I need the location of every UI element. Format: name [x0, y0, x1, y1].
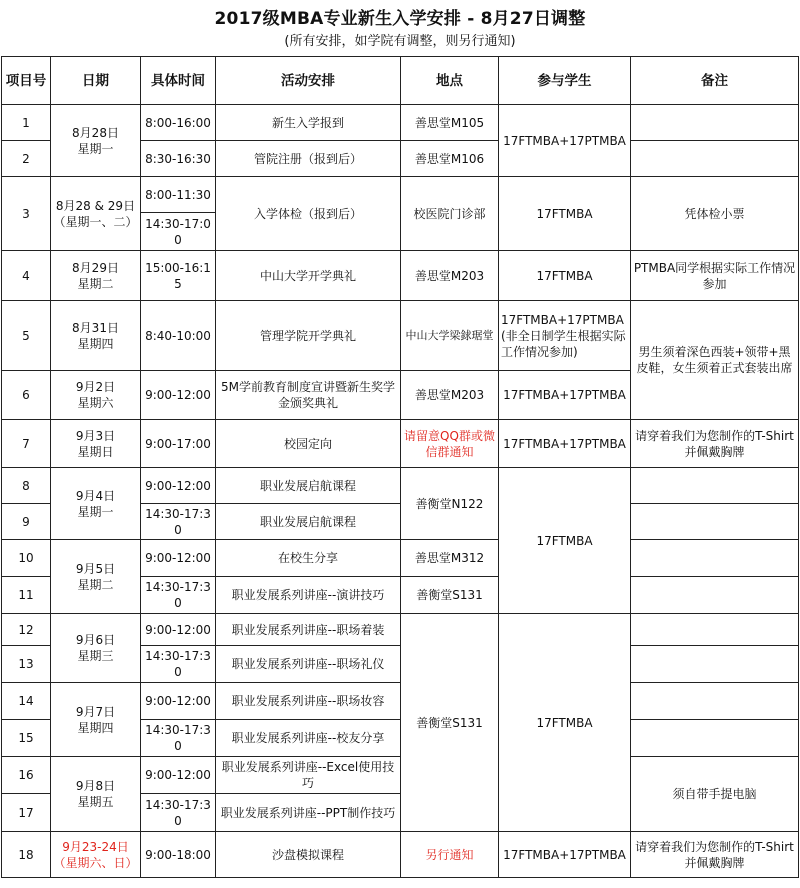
activity-cell: 沙盘模拟课程 [216, 832, 401, 878]
time-cell: 8:00-11:30 [141, 177, 216, 213]
time-cell: 9:00-12:00 [141, 757, 216, 794]
students-cell: 17FTMBA+17PTMBA(非全日制学生根据实际工作情况参加) [499, 301, 631, 371]
weekday-text: 星期一 [77, 504, 114, 519]
students-cell: 17FTMBA+17PTMBA [499, 420, 631, 468]
date-text: 8月31日 [72, 320, 119, 335]
activity-cell: 管理学院开学典礼 [216, 301, 401, 371]
date-text: 9月6日 [75, 633, 116, 647]
time-cell: 9:00-12:00 [141, 614, 216, 646]
row-no: 14 [2, 683, 51, 720]
location-cell: 善思堂M312 [401, 540, 499, 577]
row-no: 9 [2, 504, 51, 540]
activity-cell: 5M学前教育制度宣讲暨新生奖学金颁奖典礼 [216, 371, 401, 420]
time-cell: 14:30-17:30 [141, 646, 216, 683]
note-cell [631, 646, 799, 683]
time-cell: 15:00-16:15 [141, 251, 216, 301]
row-no: 1 [2, 105, 51, 141]
activity-cell: 校园定向 [216, 420, 401, 468]
activity-cell: 新生入学报到 [216, 105, 401, 141]
note-cell [631, 614, 799, 646]
row-no: 2 [2, 141, 51, 177]
time-cell: 8:00-16:00 [141, 105, 216, 141]
location-cell: 善思堂M106 [401, 141, 499, 177]
header-row [2, 57, 799, 105]
time-cell: 14:30-17:30 [141, 504, 216, 540]
activity-cell: 职业发展系列讲座--职场着装 [216, 614, 401, 646]
date-cell [51, 832, 141, 878]
note-cell [631, 105, 799, 141]
date-cell [51, 614, 141, 683]
location-cell: 善思堂M105 [401, 105, 499, 141]
weekday-text: 星期三 [77, 649, 114, 663]
time-cell: 9:00-17:00 [141, 420, 216, 468]
time-cell: 9:00-12:00 [141, 468, 216, 504]
date-cell [51, 683, 141, 757]
time-cell: 9:00-12:00 [141, 371, 216, 420]
weekday-text: （星期一、二） [53, 214, 138, 229]
note-cell [631, 468, 799, 504]
table-row [2, 614, 799, 646]
activity-cell: 职业发展系列讲座--演讲技巧 [216, 577, 401, 614]
note-cell: 请穿着我们为您制作的T-Shirt并佩戴胸牌 [631, 832, 799, 878]
weekday-text: 星期日 [77, 444, 114, 459]
date-cell [51, 105, 141, 177]
table-row [2, 105, 799, 141]
table-row [2, 683, 799, 720]
time-cell: 14:30-17:00 [141, 213, 216, 251]
page-subtitle: (所有安排，如学院有调整，则另行通知) [284, 34, 516, 49]
table-row [2, 301, 799, 371]
note-cell [631, 540, 799, 577]
weekday-text: 星期六 [77, 396, 114, 410]
row-no: 16 [2, 757, 51, 794]
location-cell: 校医院门诊部 [401, 177, 499, 251]
date-cell [51, 540, 141, 614]
row-no: 13 [2, 646, 51, 683]
students-cell: 17FTMBA [499, 251, 631, 301]
activity-cell: 职业发展系列讲座--职场礼仪 [216, 646, 401, 683]
location-cell: 善衡堂N122 [401, 468, 499, 540]
table-row [2, 468, 799, 504]
row-no: 4 [2, 251, 51, 301]
weekday-text: （星期六、日） [53, 855, 138, 870]
students-cell: 17FTMBA+17PTMBA [499, 105, 631, 177]
page-title: 2017级MBA专业新生入学安排 - 8月27日调整 [214, 9, 586, 29]
row-no: 5 [2, 301, 51, 371]
date-text: 9月2日 [75, 380, 116, 394]
activity-cell: 职业发展系列讲座--校友分享 [216, 720, 401, 757]
time-cell: 14:30-17:30 [141, 794, 216, 832]
date-cell [51, 468, 141, 540]
table-row [2, 177, 799, 213]
activity-cell: 职业发展系列讲座--Excel使用技巧 [216, 757, 401, 794]
date-text: 8月29日 [72, 260, 119, 275]
date-cell [51, 251, 141, 301]
table-row [2, 251, 799, 301]
row-no: 17 [2, 794, 51, 832]
weekday-text: 星期四 [77, 336, 114, 351]
schedule-table [1, 56, 799, 878]
note-cell: 凭体检小票 [631, 177, 799, 251]
time-cell: 14:30-17:30 [141, 577, 216, 614]
weekday-text: 星期五 [77, 795, 114, 809]
location-cell: 另行通知 [401, 832, 499, 878]
row-no: 7 [2, 420, 51, 468]
date-text: 8月28日 [72, 125, 119, 140]
activity-cell: 职业发展启航课程 [216, 504, 401, 540]
students-cell: 17FTMBA [499, 177, 631, 251]
note-cell: 男生须着深色西装+领带+黑皮鞋，女生须着正式套装出席 [631, 301, 799, 420]
weekday-text: 星期二 [77, 276, 114, 291]
row-no: 10 [2, 540, 51, 577]
date-cell [51, 757, 141, 832]
date-text: 9月5日 [75, 561, 116, 576]
location-cell: 善思堂M203 [401, 371, 499, 420]
location-cell: 善衡堂S131 [401, 614, 499, 832]
row-no: 3 [2, 177, 51, 251]
activity-cell: 管院注册（报到后） [216, 141, 401, 177]
time-cell: 9:00-18:00 [141, 832, 216, 878]
activity-cell: 职业发展启航课程 [216, 468, 401, 504]
header-time: 具体时间 [141, 57, 216, 105]
students-cell: 17FTMBA+17PTMBA [499, 371, 631, 420]
time-cell: 9:00-12:00 [141, 540, 216, 577]
date-text: 8月28 & 29日 [55, 198, 136, 213]
weekday-text: 星期二 [77, 577, 114, 592]
note-cell [631, 141, 799, 177]
date-cell [51, 177, 141, 251]
header-activity: 活动安排 [216, 57, 401, 105]
row-no: 11 [2, 577, 51, 614]
activity-cell: 职业发展系列讲座--职场妆容 [216, 683, 401, 720]
students-cell: 17FTMBA [499, 468, 631, 614]
weekday-text: 星期四 [77, 720, 114, 735]
date-text: 9月3日 [75, 428, 116, 443]
date-cell [51, 420, 141, 468]
time-cell: 8:40-10:00 [141, 301, 216, 371]
table-row [2, 832, 799, 878]
date-text: 9月4日 [75, 488, 116, 503]
activity-cell: 中山大学开学典礼 [216, 251, 401, 301]
header-students: 参与学生 [499, 57, 631, 105]
header-no: 项目号 [2, 57, 51, 105]
location-cell: 中山大学梁銶琚堂 [401, 301, 499, 371]
table-row [2, 757, 799, 794]
note-cell: 须自带手提电脑 [631, 757, 799, 832]
activity-cell: 入学体检（报到后） [216, 177, 401, 251]
header-location: 地点 [401, 57, 499, 105]
date-text: 9月7日 [75, 704, 116, 719]
note-cell: 请穿着我们为您制作的T-Shirt并佩戴胸牌 [631, 420, 799, 468]
note-cell [631, 577, 799, 614]
date-cell [51, 301, 141, 371]
time-cell: 9:00-12:00 [141, 683, 216, 720]
location-cell: 善思堂M203 [401, 251, 499, 301]
note-cell [631, 683, 799, 720]
row-no: 12 [2, 614, 51, 646]
location-cell: 请留意QQ群或微信群通知 [401, 420, 499, 468]
note-cell: PTMBA同学根据实际工作情况参加 [631, 251, 799, 301]
row-no: 18 [2, 832, 51, 878]
time-cell: 14:30-17:30 [141, 720, 216, 757]
row-no: 8 [2, 468, 51, 504]
time-cell: 8:30-16:30 [141, 141, 216, 177]
note-cell [631, 504, 799, 540]
date-text: 9月23-24日 [62, 839, 129, 854]
weekday-text: 星期一 [77, 141, 114, 156]
note-cell [631, 720, 799, 757]
table-row [2, 540, 799, 577]
students-cell: 17FTMBA [499, 614, 631, 832]
location-cell: 善衡堂S131 [401, 577, 499, 614]
header-notes: 备注 [631, 57, 799, 105]
table-row [2, 420, 799, 468]
students-cell: 17FTMBA+17PTMBA [499, 832, 631, 878]
activity-cell: 在校生分享 [216, 540, 401, 577]
row-no: 15 [2, 720, 51, 757]
date-cell [51, 371, 141, 420]
date-text: 9月8日 [75, 779, 116, 793]
activity-cell: 职业发展系列讲座--PPT制作技巧 [216, 794, 401, 832]
header-date: 日期 [51, 57, 141, 105]
row-no: 6 [2, 371, 51, 420]
